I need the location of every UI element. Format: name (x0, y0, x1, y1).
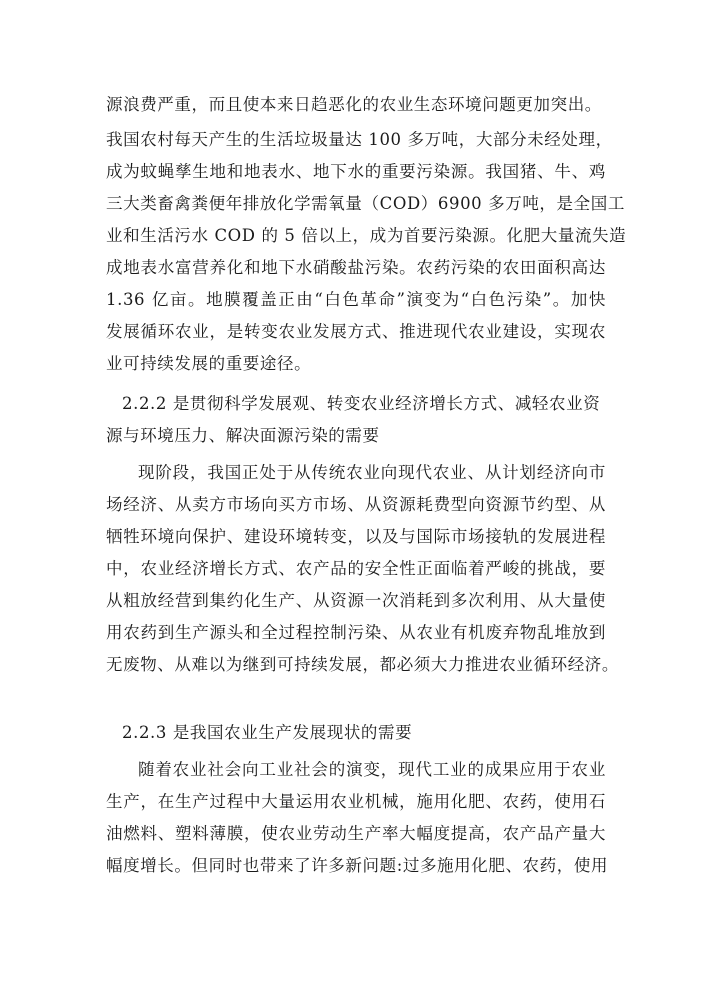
text-line: 发展循环农业，是转变农业发展方式、推进现代农业建设，实现农 (106, 322, 606, 341)
text-line: 业可持续发展的重要途径。 (106, 354, 312, 373)
section-heading-2-2-2: 2.2.2 是贯彻科学发展观、转变农业经济增长方式、减轻农业资 (122, 394, 601, 413)
text-line: 业和生活污水 COD 的 5 倍以上，成为首要污染源。化肥大量流失造 (106, 226, 627, 245)
text-line: 油燃料、塑料薄膜，使农业劳动生产率大幅度提高，农产品产量大 (106, 824, 606, 843)
text-line: 现阶段，我国正处于从传统农业向现代农业、从计划经济向市 (138, 463, 606, 482)
text-line: 我国农村每天产生的生活垃圾量达 100 多万吨，大部分未经处理， (106, 130, 613, 149)
text-line: 源浪费严重，而且使本来日趋恶化的农业生态环境问题更加突出。 (106, 95, 602, 114)
text-line: 无废物、从难以为继到可持续发展，都必须大力推进农业循环经济。 (106, 655, 619, 674)
text-line: 从粗放经营到集约化生产、从资源一次消耗到多次利用、从大量使 (106, 591, 606, 610)
text-line: 中，农业经济增长方式、农产品的安全性正面临着严峻的挑战，要 (106, 559, 606, 578)
text-line: 1.36 亿亩。地膜覆盖正由“白色革命”演变为“白色污染”。加快 (106, 290, 606, 309)
section-heading-2-2-2-cont: 源与环境压力、解决面源污染的需要 (106, 426, 380, 445)
text-line: 用农药到生产源头和全过程控制污染、从农业有机废弃物乱堆放到 (106, 623, 606, 642)
text-line: 生产，在生产过程中大量运用农业机械，施用化肥、农药，使用石 (106, 792, 606, 811)
text-line: 随着农业社会向工业社会的演变，现代工业的成果应用于农业 (138, 760, 606, 779)
text-line: 牺牲环境向保护、建设环境转变，以及与国际市场接轨的发展进程 (106, 527, 606, 546)
text-line: 幅度增长。但同时也带来了许多新问题:过多施用化肥、农药，使用 (106, 856, 609, 875)
text-line: 成为蚊蝇孳生地和地表水、地下水的重要污染源。我国猪、牛、鸡 (106, 162, 606, 181)
text-line: 场经济、从卖方市场向买方市场、从资源耗费型向资源节约型、从 (106, 495, 606, 514)
text-line: 成地表水富营养化和地下水硝酸盐污染。农药污染的农田面积高达 (106, 258, 606, 277)
section-heading-2-2-3: 2.2.3 是我国农业生产发展现状的需要 (122, 723, 413, 742)
text-line: 三大类畜禽粪便年排放化学需氧量（COD）6900 多万吨，是全国工 (106, 194, 625, 213)
